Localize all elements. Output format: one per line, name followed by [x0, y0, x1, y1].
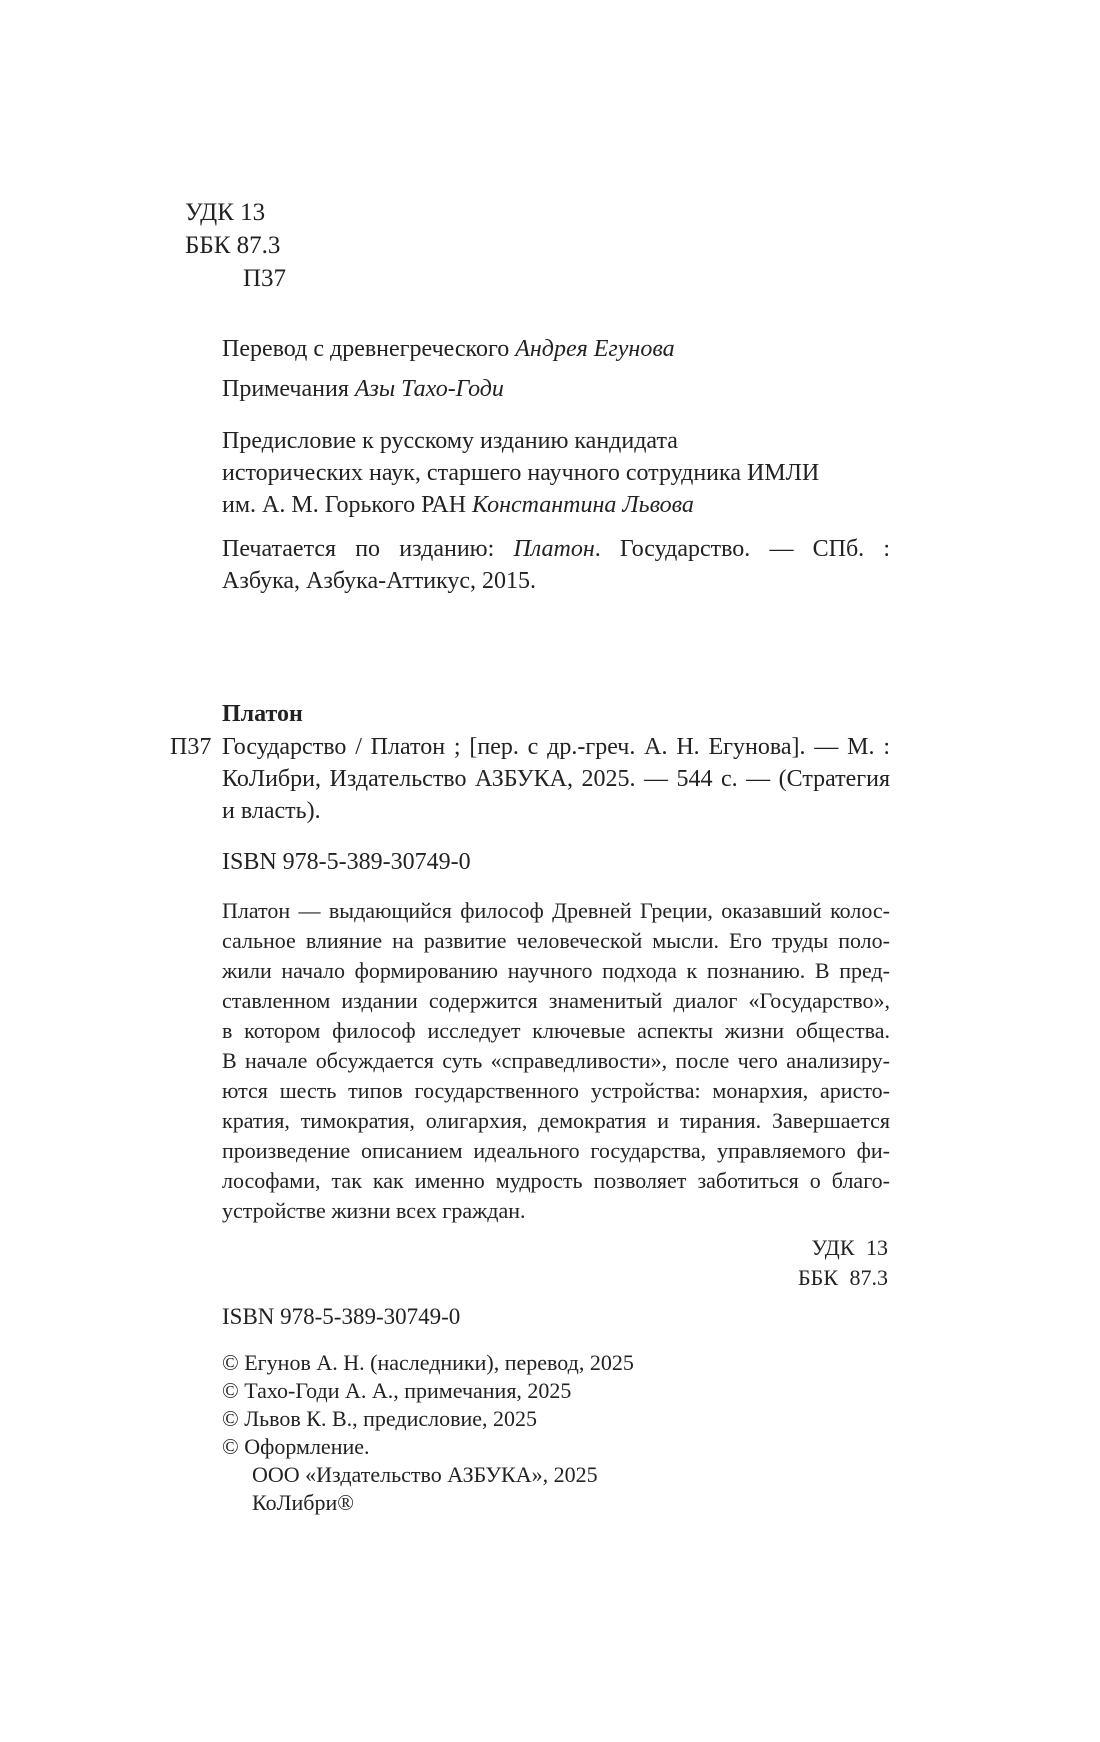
annotation-line: сальное влияние на развитие человеческой мысли. Его труды поло- [222, 928, 890, 953]
catalog-margin-code: П37 [170, 734, 212, 760]
annotation-line-last: устройстве жизни всех граждан. [222, 1198, 526, 1223]
printed-from-block [222, 533, 890, 597]
credit-translation [222, 329, 890, 369]
annotation-line: жили начало формированию научного подхода к познанию. В пред- [222, 958, 890, 983]
catalog-entry-line3: и власть). [222, 798, 321, 824]
printed-from-prefix: Печатается по изданию: [222, 536, 514, 562]
annotation-line: ставленном издании содержится знаменитый диалог «Государство», [222, 988, 890, 1013]
footer-isbn: ISBN 978-5-389-30749-0 [222, 1304, 461, 1329]
credit-preface-block [222, 425, 890, 521]
printed-from-source-author: Платон [513, 536, 595, 562]
catalog-author: Платон [222, 701, 303, 727]
credit-notes [222, 369, 890, 409]
annotation-line: Платон — выдающийся философ Древней Греции, оказавший колос- [222, 898, 890, 923]
printed-from-suffix: . Государство. — СПб. : [594, 536, 891, 562]
copyright-brand: КоЛибри® [252, 1490, 354, 1515]
annotation-line: в котором философ исследует ключевые аспекты жизни общества. [222, 1018, 890, 1043]
classification-block [798, 1233, 888, 1293]
copyright-publisher: ООО «Издательство АЗБУКА», 2025 [252, 1462, 598, 1487]
credit-preface-line1: Предисловие к русскому изданию кандидата [222, 428, 678, 454]
catalog-isbn: ISBN 978-5-389-30749-0 [222, 849, 471, 875]
catalog-card [170, 698, 890, 877]
header-classification-block [185, 196, 286, 295]
copyright-preface: © Львов К. В., предисловие, 2025 [222, 1406, 538, 1431]
header-udk: УДК 13 [185, 199, 266, 226]
credit-notes-name: Азы Тахо-Годи [354, 376, 504, 402]
catalog-entry-line1: Государство / Платон ; [пер. с др.-греч. А. Н. Егунова]. — М. : [222, 734, 890, 760]
credit-translation-name: Андрея Егунова [515, 336, 675, 362]
annotation-line: произведение описанием идеального государства, управляемого фи- [222, 1138, 890, 1163]
copyright-notes: © Тахо-Годи А. А., примечания, 2025 [222, 1378, 572, 1403]
copyright-block [222, 1349, 890, 1517]
credit-preface-line3-text: им. А. М. Горького РАН [222, 492, 473, 518]
credit-translation-text: Перевод с древнегреческого [222, 336, 516, 362]
annotation-line: лософами, так как именно мудрость позволяет заботиться о благо- [222, 1168, 890, 1193]
classification-udk: УДК 13 [811, 1235, 888, 1260]
classification-bbk: ББК 87.3 [798, 1265, 888, 1290]
printed-from-line1 [222, 533, 890, 565]
header-bbk: ББК 87.3 [185, 232, 281, 259]
printed-from-line2: Азбука, Азбука-Аттикус, 2015. [222, 568, 537, 594]
credits-names-block [222, 329, 890, 409]
header-book-code: П37 [243, 265, 287, 292]
catalog-entry [170, 731, 890, 827]
annotation-line: В начале обсуждается суть «справедливости», после чего анализиру- [222, 1048, 890, 1073]
credit-preface-line3 [222, 489, 890, 521]
annotation-paragraph [222, 896, 890, 1226]
annotation-line: ются шесть типов государственного устройства: монархия, аристо- [222, 1078, 890, 1103]
copyright-translation: © Егунов А. Н. (наследники), перевод, 2025 [222, 1350, 634, 1375]
annotation-line: кратия, тимократия, олигархия, демократия и тирания. Завершается [222, 1108, 890, 1133]
credit-notes-text: Примечания [222, 376, 355, 402]
copyright-design: © Оформление. [222, 1434, 370, 1459]
credit-preface-line2: исторических наук, старшего научного сотрудника ИМЛИ [222, 460, 820, 486]
credit-preface-line3-name: Константина Львова [472, 492, 694, 518]
catalog-entry-line2: КоЛибри, Издательство АЗБУКА, 2025. — 544 с. — (Стратегия [222, 766, 890, 792]
